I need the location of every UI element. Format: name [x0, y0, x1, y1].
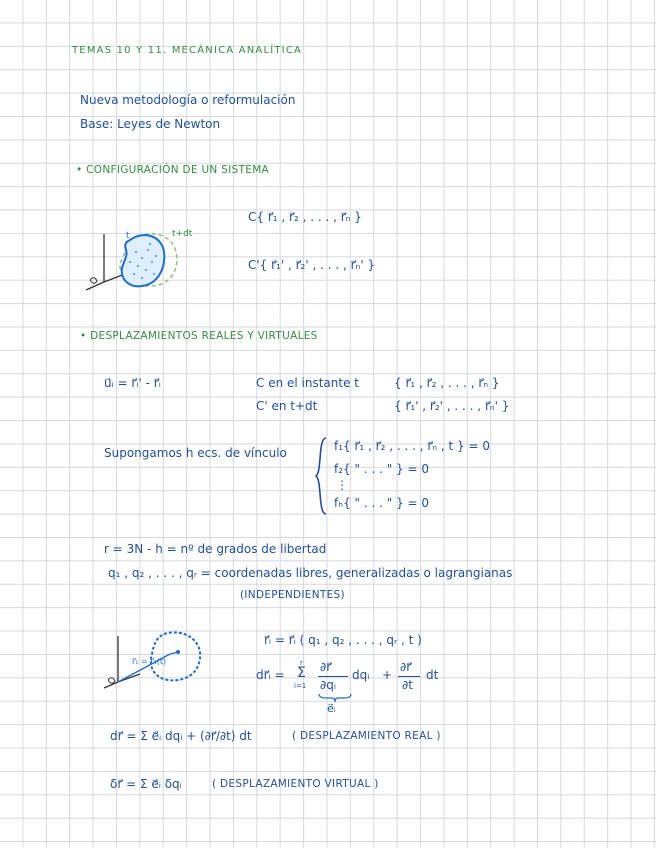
constraint-f1: f₁{ r⃗₁ , r⃗₂ , . . . , r⃗ₙ , t } = 0	[334, 439, 491, 453]
config-eq-cprime: C'{ r⃗₁' , r⃗₂' , . . . , r⃗ₙ' }	[248, 258, 376, 272]
fraction-bar-1	[318, 676, 348, 677]
ei-label: e⃗ᵢ	[327, 702, 336, 715]
constraint-f2: f₂{ " . . . " } = 0	[334, 462, 429, 476]
sum-upper: r	[300, 659, 303, 667]
ri-function: r⃗ᵢ = r⃗ᵢ ( q₁ , q₂ , . . . , qᵣ , t )	[264, 633, 422, 647]
c-set: { r⃗₁ , r⃗₂ , . . . , r⃗ₙ }	[394, 376, 500, 390]
configuration-figure	[80, 222, 193, 297]
section-heading-configuracion: • CONFIGURACIÓN DE UN SISTEMA	[76, 164, 270, 176]
sum-symbol: Σ	[297, 665, 306, 681]
dr-real-eq: dr⃗ = Σ e⃗ᵢ dqᵢ + (∂r⃗/∂t) dt	[110, 729, 252, 743]
config-eq-c: C{ r⃗₁ , r⃗₂ , . . . , r⃗ₙ }	[248, 210, 362, 224]
constraint-fh: fₕ{ " . . . " } = 0	[334, 496, 430, 510]
sum-lower: i=1	[294, 682, 307, 690]
partial-q-den: ∂qᵢ	[320, 678, 336, 692]
dri-left: dr⃗ᵢ =	[256, 668, 285, 682]
c-instant-t: C en el instante t	[256, 376, 359, 390]
dqi: dqᵢ	[352, 668, 370, 682]
cprime-set: { r⃗₁' , r⃗₂' , . . . , r⃗ₙ' }	[394, 399, 510, 413]
constraints-brace	[314, 436, 328, 516]
partial-t-den: ∂t	[402, 678, 413, 692]
constraints-intro: Supongamos h ecs. de vínculo	[104, 446, 287, 460]
dr-real-label: ( DESPLAZAMIENTO REAL )	[292, 730, 441, 742]
fig-label-tdt: t+dt	[172, 229, 193, 239]
section-heading-desplazamientos: • DESPLAZAMIENTOS REALES Y VIRTUALES	[80, 330, 318, 342]
page-title: TEMAS 10 Y 11. MECÁNICA ANALÍTICA	[72, 45, 303, 56]
intro-line-2: Base: Leyes de Newton	[80, 117, 221, 131]
displacement-figure	[104, 626, 214, 696]
dr-virtual-label: ( DESPLAZAMIENTO VIRTUAL )	[212, 778, 379, 790]
partial-t-num: ∂r⃗	[400, 660, 412, 674]
dt: dt	[426, 668, 439, 682]
constraint-dots: ⋮	[336, 478, 348, 492]
fraction-bar-2	[398, 676, 420, 677]
plus-sign: +	[382, 668, 393, 682]
cprime-instant: C' en t+dt	[256, 399, 318, 413]
fig-label-t: t	[126, 231, 130, 241]
generalized-coordinates: q₁ , q₂ , . . . , qᵣ = coordenadas libres, generalizadas o lagrangianas	[108, 566, 513, 580]
ui-definition: u⃗ᵢ = r⃗ᵢ' - r⃗ᵢ	[104, 376, 161, 390]
independientes-label: (INDEPENDIENTES)	[240, 589, 345, 601]
dr-virtual-eq: δr⃗ = Σ e⃗ᵢ δqᵢ	[110, 777, 182, 791]
fig2-label: r⃗₁ = r⃗₁(t)	[132, 657, 167, 666]
partial-r-num: ∂r⃗	[320, 660, 332, 674]
degrees-of-freedom: r = 3N - h = nº de grados de libertad	[104, 542, 327, 556]
intro-line-1: Nueva metodología o reformulación	[80, 93, 296, 107]
